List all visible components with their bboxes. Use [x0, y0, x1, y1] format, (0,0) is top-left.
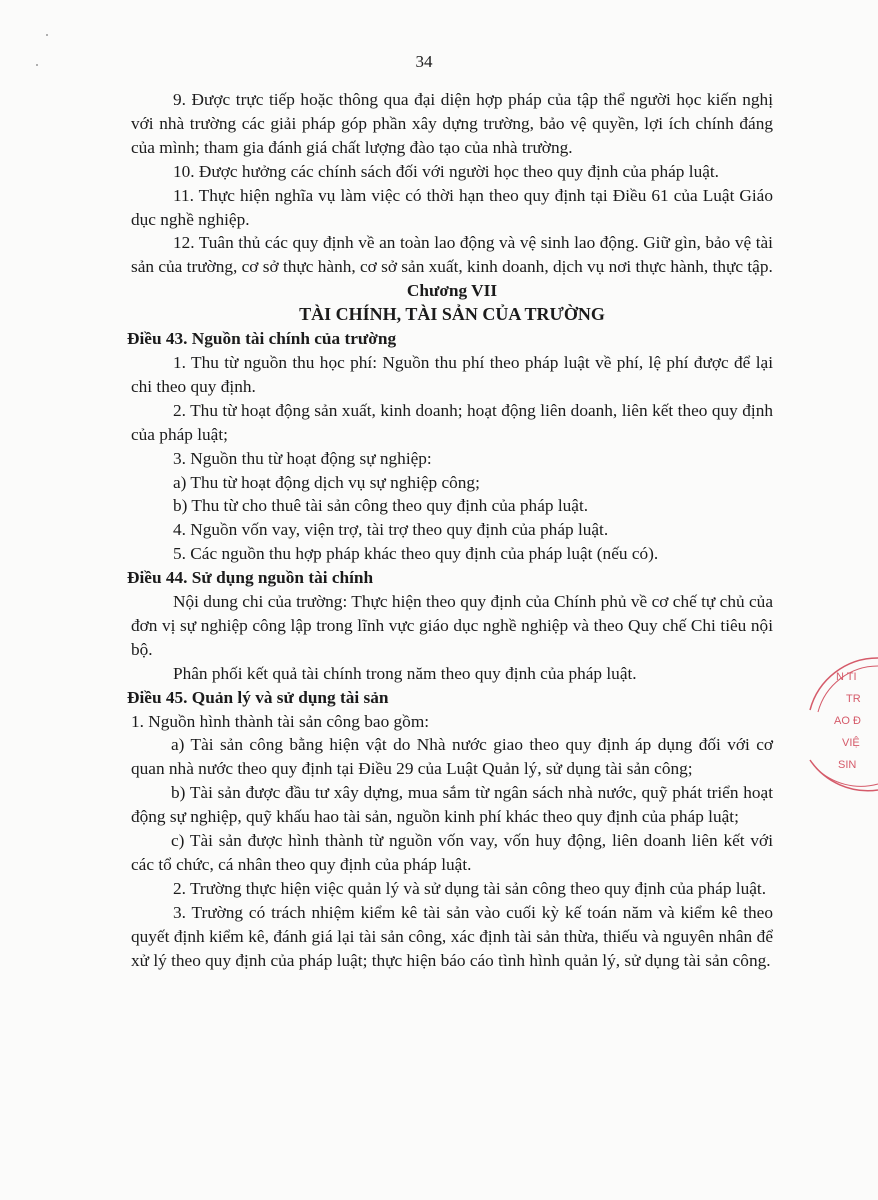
chapter-title: TÀI CHÍNH, TÀI SẢN CỦA TRƯỜNG: [299, 304, 605, 325]
article-44-title: Điều 44. Sử dụng nguồn tài chính: [127, 568, 374, 588]
stamp-text-3: AO Đ: [834, 715, 861, 727]
chapter-number: Chương VII: [406, 281, 498, 301]
article-43-item-4: 4. Nguồn vốn vay, viện trợ, tài trợ theo quy định của pháp luật.: [173, 520, 609, 540]
stamp-seal: [798, 650, 878, 790]
stamp-text-1: N TI: [836, 671, 857, 683]
article-45-item-2: 2. Trường thực hiện việc quản lý và sử dụng tài sản công theo quy định của pháp luật.: [173, 878, 767, 898]
article-45-item-1a: a) Tài sản công bằng hiện vật do Nhà nước giao theo quy định áp dụng đối với cơ quan nhà nước theo quy định tại Điều 29 của Luật Quản lý, sử dụng tài sản công;: [131, 735, 773, 779]
article-45-item-1: 1. Nguồn hình thành tài sản công bao gồm:: [131, 711, 430, 731]
paragraph-item-12: 12. Tuân thủ các quy định về an toàn lao động và vệ sinh lao động. Giữ gìn, bảo vệ tài sản của trường, cơ sở thực hành, cơ sở sản xuất, kinh doanh, dịch vụ nơi thực hành, thực tập.: [131, 233, 773, 277]
article-43-item-3: 3. Nguồn thu từ hoạt động sự nghiệp:: [173, 448, 432, 468]
article-43-title: Điều 43. Nguồn tài chính của trường: [127, 329, 397, 349]
scan-speck: [46, 34, 48, 36]
article-43-item-1: 1. Thu từ nguồn thu học phí: Nguồn thu phí theo pháp luật về phí, lệ phí được để lại chi theo quy định.: [131, 352, 773, 396]
article-44-paragraph-2: Phân phối kết quả tài chính trong năm theo quy định của pháp luật.: [173, 663, 637, 683]
article-44-paragraph-1: Nội dung chi của trường: Thực hiện theo quy định của Chính phủ về cơ chế tự chủ của đơn vị sự nghiệp công lập trong lĩnh vực giáo dục nghề nghiệp và theo Quy chế Chi tiêu nội bộ.: [131, 592, 773, 659]
article-45-item-1b: b) Tài sản được đầu tư xây dựng, mua sắm từ ngân sách nhà nước, quỹ phát triển hoạt động sự nghiệp, quỹ khấu hao tài sản, nguồn kinh phí khác theo quy định của pháp luật;: [131, 783, 773, 827]
document-body: [127, 88, 773, 973]
article-45-title: Điều 45. Quản lý và sử dụng tài sản: [127, 687, 389, 707]
paragraph-item-10: 10. Được hưởng các chính sách đối với người học theo quy định của pháp luật.: [173, 161, 720, 181]
article-43-item-3a: a) Thu từ hoạt động dịch vụ sự nghiệp công;: [173, 472, 480, 492]
page-number: 34: [415, 52, 433, 71]
stamp-text-5: SIN: [838, 759, 857, 771]
article-43-item-5: 5. Các nguồn thu hợp pháp khác theo quy định của pháp luật (nếu có).: [173, 544, 659, 564]
stamp-text-2: TR: [846, 693, 861, 705]
article-45-item-3: 3. Trường có trách nhiệm kiểm kê tài sản vào cuối kỳ kế toán năm và kiểm kê theo quyết định kiểm kê, đánh giá lại tài sản công, xác định tài sản thừa, thiếu và nguyên nhân để xử lý theo quy định của pháp luật; thực hiện báo cáo tình hình quản lý, sử dụng tài sản công.: [131, 902, 773, 970]
stamp-text-4: VIỆ: [842, 737, 860, 749]
article-45-item-1c: c) Tài sản được hình thành từ nguồn vốn vay, vốn huy động, liên doanh liên kết với các tổ chức, cá nhân theo quy định của pháp luật.: [131, 831, 773, 874]
article-43-item-3b: b) Thu từ cho thuê tài sản công theo quy định của pháp luật.: [173, 496, 589, 516]
article-43-item-2: 2. Thu từ hoạt động sản xuất, kinh doanh; hoạt động liên doanh, liên kết theo quy định của pháp luật;: [131, 400, 773, 444]
paragraph-item-9: 9. Được trực tiếp hoặc thông qua đại diện hợp pháp của tập thể người học kiến nghị với nhà trường các giải pháp góp phần xây dựng trường, bảo vệ quyền, lợi ích chính đáng của mình; tham gia đánh giá chất lượng đào tạo của nhà trường.: [131, 90, 773, 157]
paragraph-item-11: 11. Thực hiện nghĩa vụ làm việc có thời hạn theo quy định tại Điều 61 của Luật Giáo dục nghề nghiệp.: [131, 185, 773, 229]
